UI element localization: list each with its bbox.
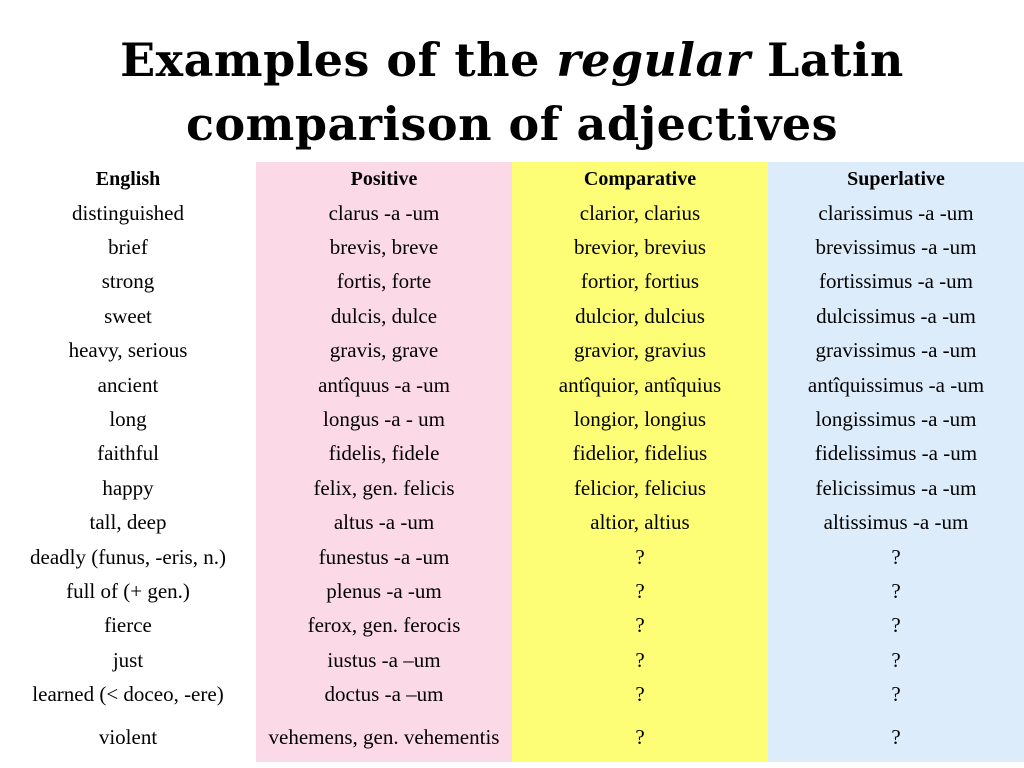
table-row bbox=[0, 609, 1024, 643]
cell-superlative: brevissimus -a -um bbox=[768, 230, 1024, 264]
cell-superlative: fidelissimus -a -um bbox=[768, 437, 1024, 471]
table-row bbox=[0, 437, 1024, 471]
cell-english: happy bbox=[0, 471, 256, 505]
title-emphasis: regular bbox=[556, 33, 751, 87]
title-suffix: Latin bbox=[750, 33, 904, 87]
cell-superlative: ? bbox=[768, 712, 1024, 762]
cell-comparative: ? bbox=[512, 643, 768, 677]
table-row bbox=[0, 402, 1024, 436]
cell-comparative: ? bbox=[512, 540, 768, 574]
comparison-table bbox=[0, 162, 1024, 762]
cell-positive: dulcis, dulce bbox=[256, 299, 512, 333]
cell-positive: iustus -a –um bbox=[256, 643, 512, 677]
table-row bbox=[0, 368, 1024, 402]
cell-positive: fortis, forte bbox=[256, 265, 512, 299]
cell-comparative: ? bbox=[512, 712, 768, 762]
cell-english: faithful bbox=[0, 437, 256, 471]
cell-positive: gravis, grave bbox=[256, 334, 512, 368]
header-comparative: Comparative bbox=[512, 162, 768, 196]
table-row bbox=[0, 574, 1024, 608]
table-row bbox=[0, 540, 1024, 574]
cell-positive: clarus -a -um bbox=[256, 196, 512, 230]
table-header-row bbox=[0, 162, 1024, 196]
cell-superlative: antîquissimus -a -um bbox=[768, 368, 1024, 402]
table-row bbox=[0, 677, 1024, 711]
table-row bbox=[0, 643, 1024, 677]
title-prefix: Examples of the bbox=[120, 33, 557, 87]
header-positive: Positive bbox=[256, 162, 512, 196]
cell-positive: ferox, gen. ferocis bbox=[256, 609, 512, 643]
cell-english: brief bbox=[0, 230, 256, 264]
cell-comparative: altior, altius bbox=[512, 506, 768, 540]
cell-comparative: dulcior, dulcius bbox=[512, 299, 768, 333]
cell-english: distinguished bbox=[0, 196, 256, 230]
cell-positive: fidelis, fidele bbox=[256, 437, 512, 471]
cell-comparative: ? bbox=[512, 609, 768, 643]
cell-positive: antîquus -a -um bbox=[256, 368, 512, 402]
cell-comparative: longior, longius bbox=[512, 402, 768, 436]
cell-comparative: antîquior, antîquius bbox=[512, 368, 768, 402]
cell-comparative: brevior, brevius bbox=[512, 230, 768, 264]
cell-english: strong bbox=[0, 265, 256, 299]
table-row bbox=[0, 299, 1024, 333]
page-title bbox=[0, 28, 1024, 156]
cell-english: fierce bbox=[0, 609, 256, 643]
cell-superlative: clarissimus -a -um bbox=[768, 196, 1024, 230]
table-row bbox=[0, 230, 1024, 264]
cell-comparative: felicior, felicius bbox=[512, 471, 768, 505]
cell-comparative: gravior, gravius bbox=[512, 334, 768, 368]
cell-superlative: fortissimus -a -um bbox=[768, 265, 1024, 299]
title-line-2: comparison of adjectives bbox=[185, 97, 839, 151]
table-row bbox=[0, 265, 1024, 299]
cell-english: deadly (funus, -eris, n.) bbox=[0, 540, 256, 574]
cell-positive: vehemens, gen. vehementis bbox=[256, 712, 512, 762]
cell-superlative: ? bbox=[768, 677, 1024, 711]
header-superlative: Superlative bbox=[768, 162, 1024, 196]
cell-english: ancient bbox=[0, 368, 256, 402]
cell-superlative: ? bbox=[768, 643, 1024, 677]
cell-positive: altus -a -um bbox=[256, 506, 512, 540]
cell-comparative: ? bbox=[512, 677, 768, 711]
cell-english: tall, deep bbox=[0, 506, 256, 540]
cell-superlative: ? bbox=[768, 574, 1024, 608]
cell-superlative: altissimus -a -um bbox=[768, 506, 1024, 540]
cell-comparative: ? bbox=[512, 574, 768, 608]
cell-english: heavy, serious bbox=[0, 334, 256, 368]
cell-positive: longus -a - um bbox=[256, 402, 512, 436]
table-body bbox=[0, 196, 1024, 762]
table-row bbox=[0, 334, 1024, 368]
table-row bbox=[0, 196, 1024, 230]
cell-superlative: gravissimus -a -um bbox=[768, 334, 1024, 368]
header-english: English bbox=[0, 162, 256, 196]
cell-comparative: fortior, fortius bbox=[512, 265, 768, 299]
cell-comparative: fidelior, fidelius bbox=[512, 437, 768, 471]
cell-positive: felix, gen. felicis bbox=[256, 471, 512, 505]
cell-superlative: longissimus -a -um bbox=[768, 402, 1024, 436]
cell-english: long bbox=[0, 402, 256, 436]
cell-english: learned (< doceo, -ere) bbox=[0, 677, 256, 711]
cell-positive: plenus -a -um bbox=[256, 574, 512, 608]
table-row bbox=[0, 712, 1024, 762]
table-row bbox=[0, 471, 1024, 505]
cell-positive: funestus -a -um bbox=[256, 540, 512, 574]
cell-superlative: ? bbox=[768, 609, 1024, 643]
cell-english: violent bbox=[0, 712, 256, 762]
table-row bbox=[0, 506, 1024, 540]
cell-comparative: clarior, clarius bbox=[512, 196, 768, 230]
cell-superlative: dulcissimus -a -um bbox=[768, 299, 1024, 333]
cell-english: full of (+ gen.) bbox=[0, 574, 256, 608]
cell-superlative: felicissimus -a -um bbox=[768, 471, 1024, 505]
cell-english: just bbox=[0, 643, 256, 677]
cell-english: sweet bbox=[0, 299, 256, 333]
title-line-1 bbox=[0, 28, 1024, 92]
cell-superlative: ? bbox=[768, 540, 1024, 574]
cell-positive: brevis, breve bbox=[256, 230, 512, 264]
cell-positive: doctus -a –um bbox=[256, 677, 512, 711]
